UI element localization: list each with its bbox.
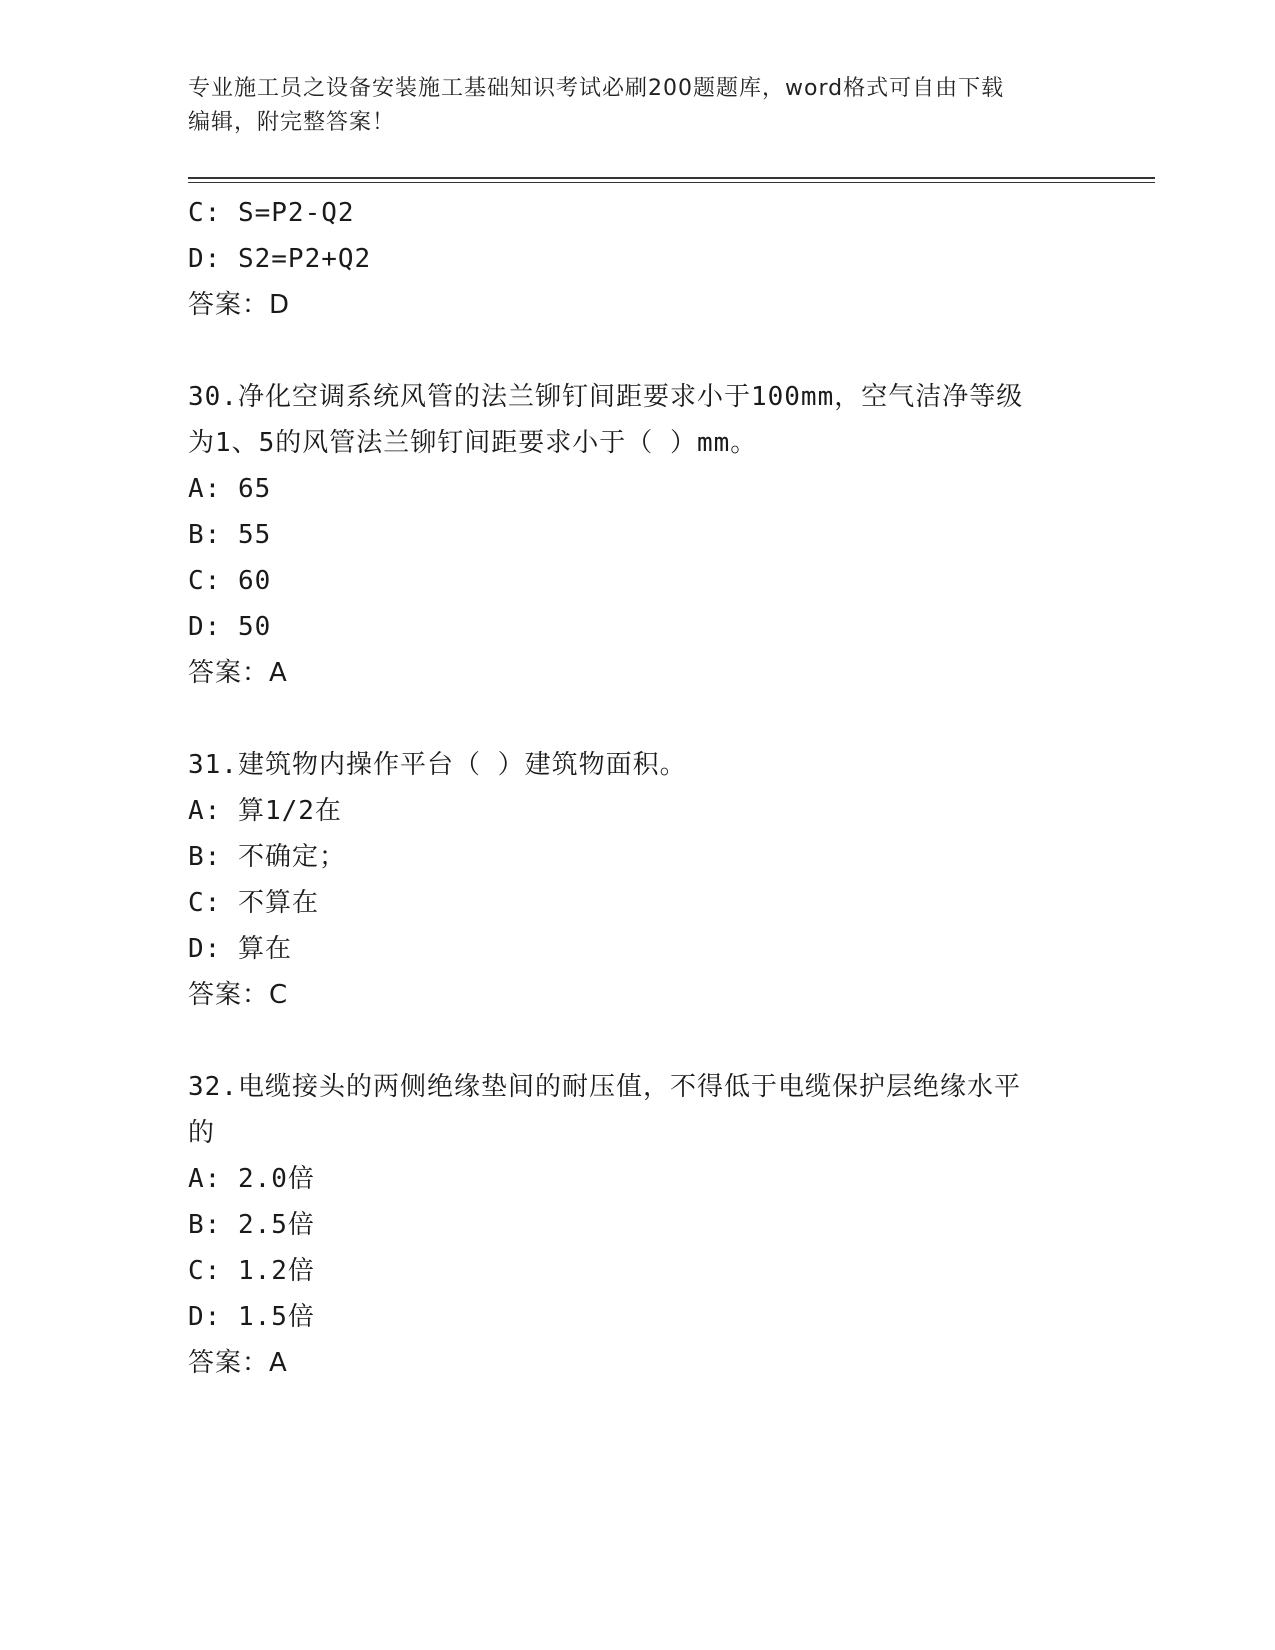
option-c: C: S=P2-Q2 bbox=[188, 198, 355, 228]
question-31 bbox=[188, 742, 1088, 1018]
question-text-line-1: 30.净化空调系统风管的法兰铆钉间距要求小于100mm，空气洁净等级 bbox=[188, 382, 1024, 412]
header-title-line-2: 编辑，附完整答案！ bbox=[188, 110, 396, 135]
option-c: C: 不算在 bbox=[188, 888, 319, 918]
spacer bbox=[188, 696, 1088, 742]
question-32 bbox=[188, 1064, 1088, 1386]
option-b: B: 不确定； bbox=[188, 842, 346, 872]
question-text-line-1: 31.建筑物内操作平台（ ）建筑物面积。 bbox=[188, 750, 687, 780]
question-30 bbox=[188, 374, 1088, 696]
answer-line: 答案：A bbox=[188, 658, 288, 688]
option-a: A: 65 bbox=[188, 474, 272, 504]
header-title-line-1: 专业施工员之设备安装施工基础知识考试必刷200题题库，word格式可自由下载 bbox=[188, 76, 1005, 101]
answer-line: 答案：D bbox=[188, 290, 291, 320]
option-d: D: 50 bbox=[188, 612, 272, 642]
option-d: D: S2=P2+Q2 bbox=[188, 244, 372, 274]
spacer bbox=[188, 1018, 1088, 1064]
option-d: D: 算在 bbox=[188, 934, 292, 964]
question-text-line-1: 32.电缆接头的两侧绝缘垫间的耐压值，不得低于电缆保护层绝缘水平 bbox=[188, 1072, 1021, 1102]
option-a: A: 算1/2在 bbox=[188, 796, 342, 826]
option-c: C: 1.2倍 bbox=[188, 1256, 315, 1286]
answer-line: 答案：C bbox=[188, 980, 289, 1010]
option-a: A: 2.0倍 bbox=[188, 1164, 315, 1194]
document-body bbox=[188, 190, 1088, 1386]
header-divider-thin bbox=[188, 182, 1155, 183]
spacer bbox=[188, 328, 1088, 374]
question-text-line-2: 的 bbox=[188, 1118, 216, 1148]
option-b: B: 2.5倍 bbox=[188, 1210, 315, 1240]
option-b: B: 55 bbox=[188, 520, 272, 550]
answer-line: 答案：A bbox=[188, 1348, 288, 1378]
question-text-line-2: 为1、5的风管法兰铆钉间距要求小于（ ）mm。 bbox=[188, 428, 758, 458]
previous-question-tail bbox=[188, 190, 1088, 328]
header-divider-thick bbox=[188, 177, 1155, 179]
option-d: D: 1.5倍 bbox=[188, 1302, 315, 1332]
option-c: C: 60 bbox=[188, 566, 272, 596]
page-header bbox=[188, 72, 1088, 140]
